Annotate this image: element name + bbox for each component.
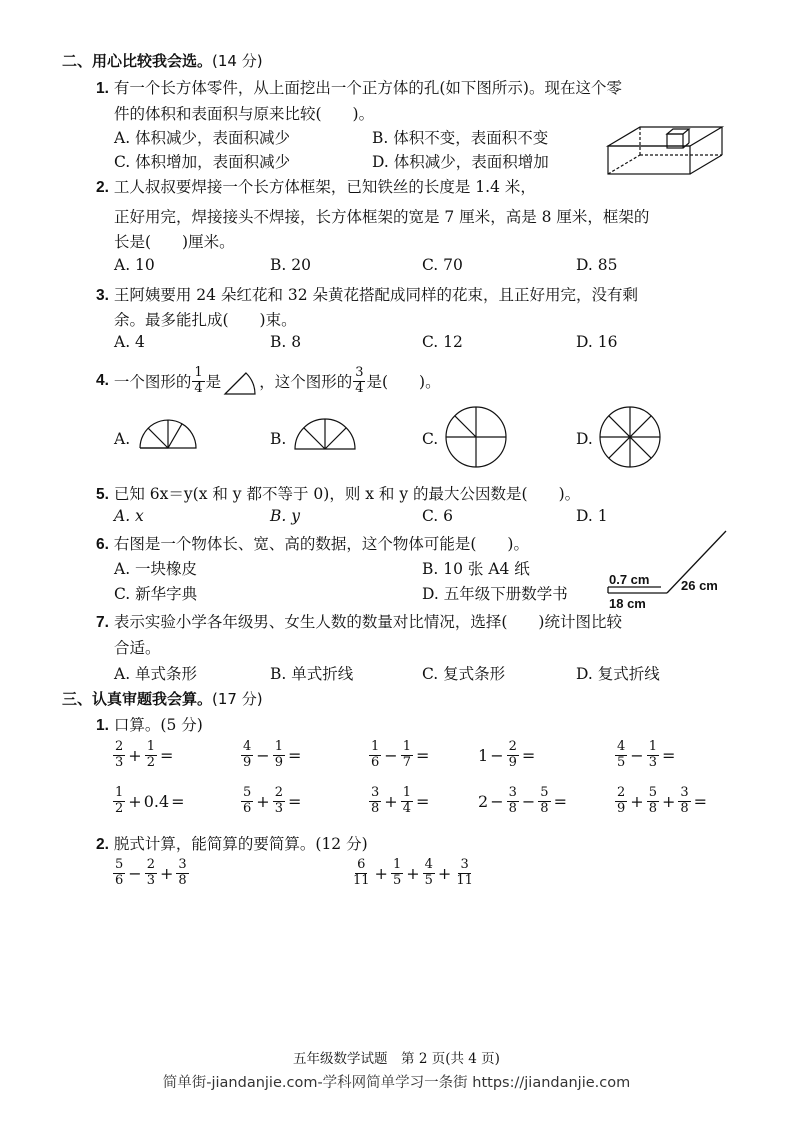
q7-option-b[interactable]: B. 单式折线 [270,665,354,683]
step-calc-1: $\frac{5}{6}$ − $\frac{2}{3}$ + $\frac{3}{8}$ [115,857,187,888]
oral-calc-5: $\frac{4}{5}$ − $\frac{1}{3}$ = [617,739,676,770]
question-text: 一个图形的 [113,373,192,391]
step-calc-2: $\frac{6}{11}$ + $\frac{1}{5}$ + $\frac{4}{5}$ + $\frac{3}{11}$ [353,857,473,888]
question-number: 4. [96,372,109,389]
question-number: 7. [96,614,109,631]
question-score: (12 分) [315,835,368,853]
q2-line3: 长是( )厘米。 [114,233,235,251]
option-b-semicircle-figure [293,418,357,452]
q7-line1 [96,610,622,632]
oral-calc-2: $\frac{4}{9}$ − $\frac{1}{9}$ = [243,739,302,770]
q5-line1 [96,482,580,504]
question-number: 1. [96,717,109,734]
q4-option-d[interactable]: D. [576,430,593,448]
q7-option-d[interactable]: D. 复式折线 [576,665,660,683]
watermark-site-text: 简单街-jiandanjie.com-学科网简单学习一条街 https://jiandanjie.com [162,1075,631,1091]
question-text: 表示实验小学各年级男、女生人数的数量对比情况，选择( )统计图比较 [113,613,622,631]
question-text: 是( )。 [366,373,441,391]
q1-option-a[interactable]: A. 体积减少，表面积减少 [114,129,291,147]
q6-option-c[interactable]: C. 新华字典 [114,585,198,603]
q6-option-a[interactable]: A. 一块橡皮 [114,560,198,578]
q3-line2: 余。最多能扎成( )束。 [114,311,297,329]
option-a-fan-figure [138,418,198,452]
q4-line1 [96,364,441,398]
q2-line2: 正好用完，焊接接头不焊接，长方体框架的宽是 7 厘米，高是 8 厘米，框架的 [114,208,650,226]
q1-line1 [96,76,622,98]
q3-option-a[interactable]: A. 4 [114,333,145,351]
q5-option-c[interactable]: C. 6 [422,507,454,525]
quarter-sector-figure [221,364,259,398]
section-score: (14 分) [212,52,263,70]
question-text: 右图是一个物体长、宽、高的数据，这个物体可能是( )。 [113,535,529,553]
q4-option-a[interactable]: A. [114,430,131,448]
q7-option-c[interactable]: C. 复式条形 [422,665,506,683]
section-title-text: 二、用心比较我会选。 [62,52,213,70]
page-footer: 五年级数学试题 第 2 页(共 4 页) [293,1051,500,1067]
section-score: (17 分) [212,690,263,708]
q4-option-b[interactable]: B. [270,430,287,448]
dimension-length-label: 26 cm [681,578,718,593]
q3-option-c[interactable]: C. 12 [422,333,463,351]
oral-calc-1: $\frac{2}{3}$ + $\frac{1}{2}$ = [115,739,174,770]
q6-option-d[interactable]: D. 五年级下册数学书 [422,585,568,603]
question-text: ，这个图形的 [259,373,353,391]
option-c-circle-figure [444,405,508,469]
q2-option-a[interactable]: A. 10 [114,256,155,274]
part1-heading [96,713,203,735]
cuboid-with-hole-figure [605,124,725,176]
q5-option-b[interactable]: B. y [270,507,301,525]
oral-calc-9: 2 − $\frac{3}{8}$ − $\frac{5}{8}$ = [478,785,567,816]
question-number: 2. [96,179,109,196]
q6-line1 [96,532,529,554]
question-score: (5 分) [160,716,203,734]
q2-option-d[interactable]: D. 85 [576,256,618,274]
q5-option-a[interactable]: A. x [114,507,144,525]
oral-calc-10: $\frac{2}{9}$ + $\frac{5}{8}$ + $\frac{3}{8}$ = [617,785,708,816]
fraction-one-quarter: $\frac{1}{4}$ [194,364,203,396]
question-number: 3. [96,287,109,304]
q3-line1 [96,283,638,305]
q1-option-d[interactable]: D. 体积减少，表面积增加 [372,153,549,171]
question-number: 6. [96,536,109,553]
q2-option-b[interactable]: B. 20 [270,256,311,274]
q1-option-b[interactable]: B. 体积不变，表面积不变 [372,129,549,147]
q5-option-d[interactable]: D. 1 [576,507,608,525]
question-text: 有一个长方体零件，从上面挖出一个正方体的孔(如下图所示)。现在这个零 [113,79,622,97]
section-title-text: 三、认真审题我会算。 [62,690,213,708]
q3-option-b[interactable]: B. 8 [270,333,302,351]
oral-calc-8: $\frac{3}{8}$ + $\frac{1}{4}$ = [371,785,430,816]
question-number: 2. [96,836,109,853]
oral-calc-3: $\frac{1}{6}$ − $\frac{1}{7}$ = [371,739,430,770]
q6-option-b[interactable]: B. 10 张 A4 纸 [422,560,530,578]
oral-calc-6: $\frac{1}{2}$ + 0.4 = [115,785,185,816]
q4-option-c[interactable]: C. [422,430,439,448]
option-d-circle-figure [598,405,662,469]
question-text: 王阿姨要用 24 朵红花和 32 朵黄花搭配成同样的花束，且正好用完，没有剩 [113,286,639,304]
question-text: 工人叔叔要焊接一个长方体框架，已知铁丝的长度是 1.4 米， [113,178,536,196]
oral-calc-4: 1 − $\frac{2}{9}$ = [478,739,536,770]
q1-line2: 件的体积和表面积与原来比较( )。 [114,105,375,123]
dimension-height-label: 0.7 cm [609,572,650,587]
q2-line1 [96,175,536,197]
question-number: 5. [96,486,109,503]
q1-option-c[interactable]: C. 体积增加，表面积减少 [114,153,291,171]
oral-calc-7: $\frac{5}{6}$ + $\frac{2}{3}$ = [243,785,302,816]
part2-heading [96,832,368,854]
question-number: 1. [96,80,109,97]
question-text: 脱式计算，能简算的要简算。 [113,835,316,853]
dimension-width-label: 18 cm [609,596,646,611]
q7-option-a[interactable]: A. 单式条形 [114,665,198,683]
section-2-title [62,50,263,71]
fraction-three-quarters: $\frac{3}{4}$ [355,364,364,396]
section-3-title [62,688,263,709]
question-text: 已知 6x＝y(x 和 y 都不等于 0)，则 x 和 y 的最大公因数是( )。 [113,485,581,503]
q2-option-c[interactable]: C. 70 [422,256,463,274]
q3-option-d[interactable]: D. 16 [576,333,618,351]
question-text: 口算。 [113,716,161,734]
q7-line2: 合适。 [114,639,161,657]
question-text: 是 [205,373,222,391]
